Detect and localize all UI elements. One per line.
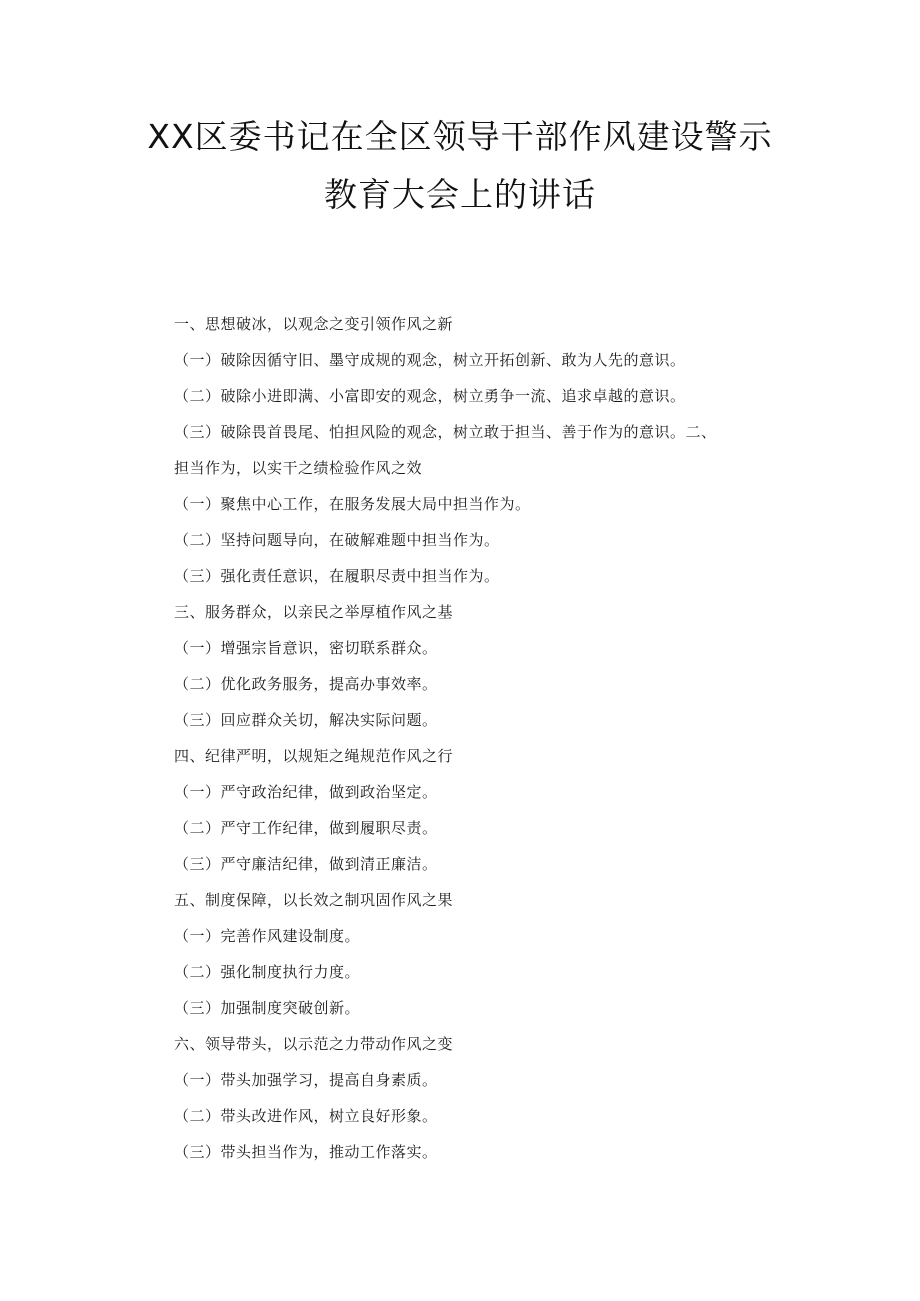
paragraph-item: （二）带头改进作风，树立良好形象。 xyxy=(174,1107,438,1125)
paragraph-item: （一）严守政治纪律，做到政治坚定。 xyxy=(174,783,438,801)
paragraph-item: （二）优化政务服务，提高办事效率。 xyxy=(174,675,438,693)
paragraph-item: （三）强化责任意识，在履职尽责中担当作为。 xyxy=(174,567,500,585)
paragraph-item: （三）破除畏首畏尾、怕担风险的观念，树立敢于担当、善于作为的意识。二、 xyxy=(174,423,717,441)
title-line-1: XX区委书记在全区领导干部作风建设警示 xyxy=(147,117,773,156)
document-title xyxy=(0,108,920,224)
paragraph-item: （三）加强制度突破创新。 xyxy=(174,999,361,1017)
paragraph-item: （二）坚持问题导向，在破解难题中担当作为。 xyxy=(174,531,500,549)
paragraph-item: （三）回应群众关切，解决实际问题。 xyxy=(174,711,438,729)
section-heading-3: 三、服务群众，以亲民之举厚植作风之基 xyxy=(174,603,454,621)
paragraph-item: （一）完善作风建设制度。 xyxy=(174,927,361,945)
paragraph-item: （二）严守工作纪律，做到履职尽责。 xyxy=(174,819,438,837)
document-body xyxy=(174,306,774,1170)
paragraph-item: （一）破除因循守旧、墨守成规的观念，树立开拓创新、敢为人先的意识。 xyxy=(174,351,686,369)
paragraph-item: （二）强化制度执行力度。 xyxy=(174,963,361,981)
paragraph-item: （一）带头加强学习，提高自身素质。 xyxy=(174,1071,438,1089)
title-line-2: 教育大会上的讲话 xyxy=(324,175,596,214)
section-heading-4: 四、纪律严明，以规矩之绳规范作风之行 xyxy=(174,747,454,765)
paragraph-item: （二）破除小进即满、小富即安的观念，树立勇争一流、追求卓越的意识。 xyxy=(174,387,686,405)
section-heading-1: 一、思想破冰，以观念之变引领作风之新 xyxy=(174,315,454,333)
paragraph-item: （一）聚焦中心工作，在服务发展大局中担当作为。 xyxy=(174,495,531,513)
paragraph-item: （三）带头担当作为，推动工作落实。 xyxy=(174,1143,438,1161)
section-heading-5: 五、制度保障，以长效之制巩固作风之果 xyxy=(174,891,454,909)
section-heading-2-continued: 担当作为，以实干之绩检验作风之效 xyxy=(174,459,423,477)
paragraph-item: （一）增强宗旨意识，密切联系群众。 xyxy=(174,639,438,657)
paragraph-item: （三）严守廉洁纪律，做到清正廉洁。 xyxy=(174,855,438,873)
section-heading-6: 六、领导带头，以示范之力带动作风之变 xyxy=(174,1035,454,1053)
